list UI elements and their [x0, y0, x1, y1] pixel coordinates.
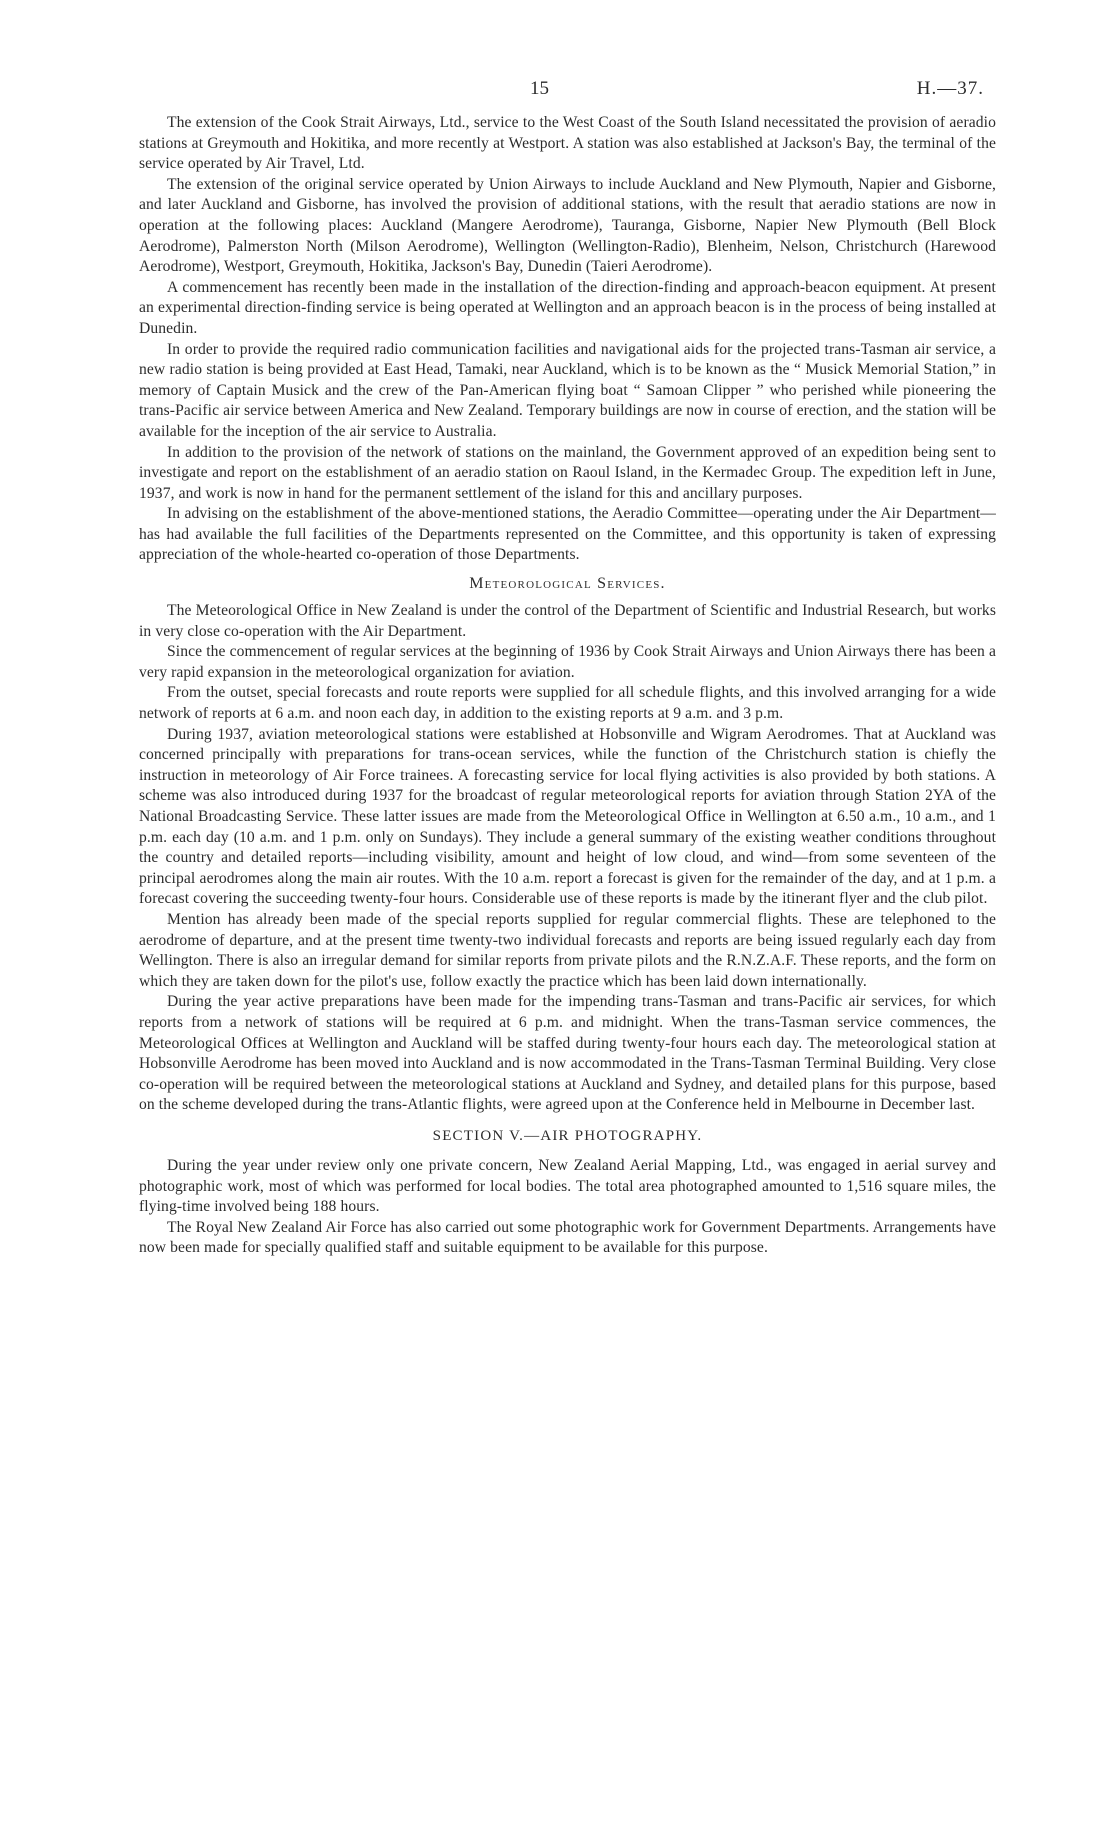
paragraph-musick-memorial-station: In order to provide the required radio communication facilities and navigational aids for the projected trans-Tasman air service, a new radio station is being provided at East Head, Tamaki, near Auckland, which is to be known as the “ Musick Memorial Station,” in memory of Captain Musick and the crew of the Pan-American flying boat “ Samoan Clipper ” who perished while pioneering the trans-Pacific air service between America and New Zealand. Temporary buildings are now in course of erection, and the station will be available for the inception of the air service to Australia. — [139, 340, 996, 440]
paragraph-cook-strait-extension: The extension of the Cook Strait Airways, Ltd., service to the West Coast of the South Island necessitated the provision of aeradio stations at Greymouth and Hokitika, and more recently at Westport. A station was also established at Jackson's Bay, the terminal of the service operated by Air Travel, Ltd. — [139, 114, 996, 173]
paragraph-union-airways-extension: The extension of the original service operated by Union Airways to include Auckland and New Plymouth, Napier and Gisborne, and later Auckland and Gisborne, has involved the provision of additional stations, with the result that aeradio stations are now in operation at the following places: Auckland (Mangere Aerodrome), Tauranga, Gisborne, Napier New Plymouth (Bell Block Aerodrome), Palmerston North (Milson Aerodrome), Wellington (Wellington-Radio), Blenheim, Nelson, Christchurch (Harewood Aerodrome), Westport, Greymouth, Hokitika, Jackson's Bay, Dunedin (Taieri Aerodrome). — [139, 175, 996, 276]
paragraph-met-expansion: Since the commencement of regular services at the beginning of 1936 by Cook Strait Airways and Union Airways there has been a very rapid expansion in the meteorological organization for aviation. — [139, 643, 996, 681]
paragraph-rnzaf-photography: The Royal New Zealand Air Force has also carried out some photographic work for Government Departments. Arrangements have now been made for specially qualified staff and suitable equipment to be available for this purpose. — [139, 1218, 996, 1257]
page-body — [139, 113, 996, 1259]
document-reference: H.—37. — [916, 78, 984, 99]
paragraph-raoul-island: In addition to the provision of the network of stations on the mainland, the Government approved of an expedition being sent to investigate and report on the establishment of an aeradio station on Raoul Island, in the Kermadec Group. The expedition left in June, 1937, and work is now in hand for the permanent settlement of the island for this and ancillary purposes. — [139, 443, 996, 502]
page-header — [0, 78, 1114, 102]
paragraph-aeradio-committee: In advising on the establishment of the above-mentioned stations, the Aeradio Committee—operating under the Air Department—has had available the full facilities of the Departments represented on the Committee, and this opportunity is taken of expressing appreciation of the whole-hearted co-operation of those Departments. — [139, 505, 996, 564]
paragraph-direction-finding: A commencement has recently been made in the installation of the direction-finding and approach-beacon equipment. At present an experimental direction-finding service is being operated at Wellington and an approach beacon is in the process of being installed at Dunedin. — [139, 278, 996, 337]
paragraph-met-office-control: The Meteorological Office in New Zealand is under the control of the Department of Scientific and Industrial Research, but works in very close co-operation with the Air Department. — [139, 602, 996, 640]
paragraph-trans-tasman-preparations: During the year active preparations have been made for the impending trans-Tasman and trans-Pacific air services, for which reports from a network of stations will be required at 6 p.m. and midnight. When the trans-Tasman service commences, the Meteorological Offices at Wellington and Auckland will be staffed during twenty-four hours each day. The meteorological station at Hobsonville Aerodrome has been moved into Auckland and is now accommodated in the Trans-Tasman Terminal Building. Very close co-operation will be required between the meteorological stations at Auckland and Sydney, and detailed plans for this purpose, based on the scheme developed during the trans-Atlantic flights, were agreed upon at the Conference held in Melbourne in December last. — [139, 993, 996, 1114]
heading-meteorological-services: Meteorological Services. — [469, 575, 666, 593]
paragraph-special-forecasts: From the outset, special forecasts and route reports were supplied for all schedule flights, and this involved arranging for a wide network of reports at 6 a.m. and noon each day, in addition to the existing reports at 9 a.m. and 3 p.m. — [139, 684, 996, 723]
heading-air-photography: SECTION V.—AIR PHOTOGRAPHY. — [432, 1127, 703, 1144]
page-number: 15 — [530, 78, 549, 99]
paragraph-aerial-mapping: During the year under review only one private concern, New Zealand Aerial Mapping, Ltd., was engaged in aerial survey and photographic work, most of which was performed for local bodies. The total area photographed amounted to 1,516 square miles, the flying-time involved being 188 hours. — [139, 1156, 996, 1216]
paragraph-commercial-reports: Mention has already been made of the special reports supplied for regular commercial flights. These are telephoned to the aerodrome of departure, and at the present time twenty-two individual forecasts and reports are being issued regularly each day from Wellington. There is also an irregular demand for similar reports from private pilots and the R.N.Z.A.F. These reports, and the form on which they are taken down for the pilot's use, follow exactly the practice which has been laid down internationally. — [139, 910, 996, 990]
paragraph-stations-1937: During 1937, aviation meteorological stations were established at Hobsonville and Wigram Aerodromes. That at Auckland was concerned principally with preparations for trans-ocean services, while the function of the Christchurch station is chiefly the instruction in meteorology of Air Force trainees. A forecasting service for local flying activities is also provided by both stations. A scheme was also introduced during 1937 for the broadcast of regular meteorological reports for aviation through Station 2YA of the National Broadcasting Service. These latter issues are made from the Meteorological Office in Wellington at 6.50 a.m., 10 a.m., and 1 p.m. each day (10 a.m. and 1 p.m. only on Sundays). They include a general summary of the existing weather conditions throughout the country and detailed reports—including visibility, amount and height of low cloud, and wind—from some seventeen of the principal aerodromes along the main air routes. With the 10 a.m. report a forecast is given for the remainder of the day, and at 1 p.m. a forecast covering the succeeding twenty-four hours. Considerable use of these reports is made by the itinerant flyer and the club pilot. — [139, 725, 996, 908]
